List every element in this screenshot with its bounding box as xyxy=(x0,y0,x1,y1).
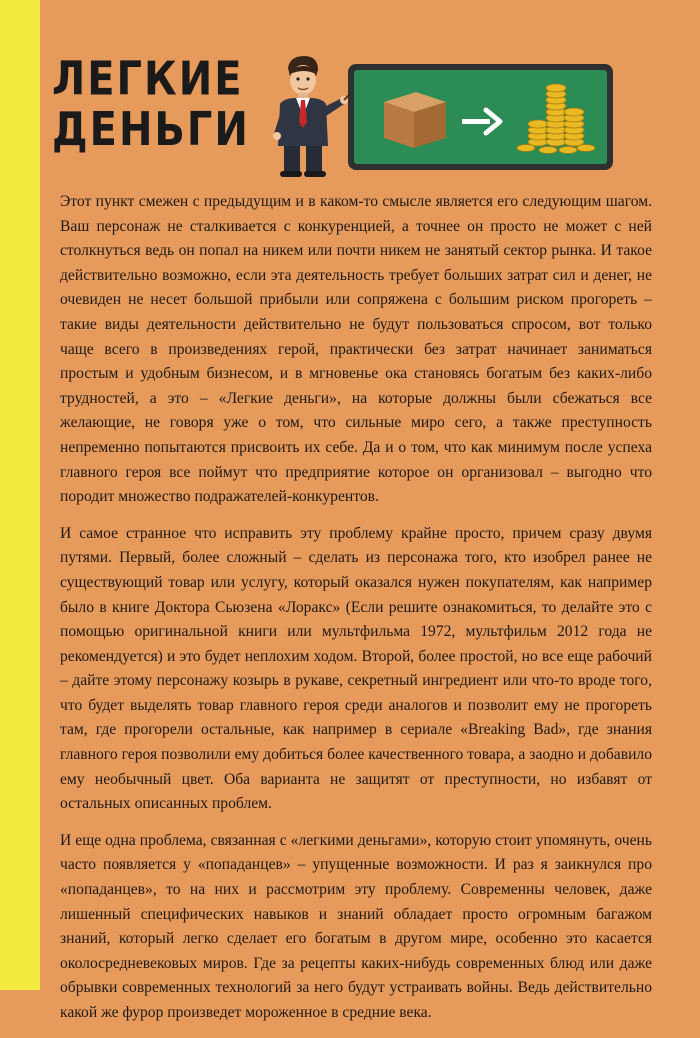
paragraph: Этот пункт смежен с предыдущим и в каком-то смысле является его следующим шагом. Ваш персонаж не сталкивается с конкуренцией, а точнее он просто не может с ней столкнуться ведь он попал на никем или почти никем не занятый сектор рынка. И такое действительно возможно, если эта деятельность требует больших затрат сил и денег, не очевиден не несет большой прибыли или сопряжена с большим риском прогореть – такие виды деятельности действительно не будут пользоваться спросом, вот только чаще всего в произведениях герой, практически без затрат начинает заниматься простым и удобным бизнесом, и в мгновенье ока становясь богатым без каких-либо трудностей, а это – «Легкие деньги», на которые должны были сбежаться все желающие, не говоря уже о том, что сильные миро сего, а также преступность непременно попытаются присвоить их себе. Да и о том, что как минимум после успеха главного героя все поймут что предприятие которое он организовал – выгодно что породит множество подражателей-конкурентов. xyxy=(60,193,652,506)
page-spine xyxy=(0,0,40,990)
coin-stacks-icon xyxy=(517,84,595,154)
paragraph: И самое странное что исправить эту проблему крайне просто, причем сразу двумя путями. Первый, более сложный – сделать из персонажа того, кто изобрел ранее не существующий товар или услугу, который оказался нужен покупателям, как например было в книге Доктора Сьюзена «Лоракс» (Если решите ознакомиться, то делайте это с помощью оригинальной книги или мультфильма 1972, мультфильм 2012 года не рекомендуется) и это будет неплохим ходом. Второй, более простой, но все еще рабочий – дайте этому персонажу козырь в рукаве, секретный ингредиент или что-то вроде того, что будет выделять товар главного героя среди аналогов и позволит ему не прогореть там, где прогорели остальные, как например в сериале «Breaking Bad», где знания главного героя позволили ему добиться более качественного товара, а заодно и добавило ему необычный цвет. Оба варианта не защитят от преступности, но избавят от остальных описанных проблем. xyxy=(60,524,652,813)
paragraph: И еще одна проблема, связанная с «легкими деньгами», которую стоит упомянуть, очень часто появляется у «попаданцев» – упущенные возможности. И раз я заикнулся про «попаданцев», то на них и рассмотрим эту проблему. Современны человек, даже лишенный специфических навыков и знаний обладает просто огромным багажом знаний, который легко сделает его богатым в другом мире, особенно это касается околосредневековых миров. Где за рецепты каких-нибудь современных блюд или даже обрывки современных технологий за него будут устраивать войны. Ведь действительно какой же фурор произведет мороженное в средние века. xyxy=(60,831,652,1021)
logo-line-1: ЛЕГКИЕ xyxy=(52,52,244,106)
businessman-presenter-icon xyxy=(258,54,362,178)
logo-title xyxy=(52,52,250,157)
cardboard-box-icon xyxy=(384,92,446,148)
logo-line-2: ДЕНЬГИ xyxy=(52,103,250,157)
chalkboard-icon xyxy=(348,64,613,170)
chalkboard-surface xyxy=(354,70,607,164)
article-body xyxy=(60,190,652,1038)
arrow-right-icon xyxy=(462,110,500,133)
